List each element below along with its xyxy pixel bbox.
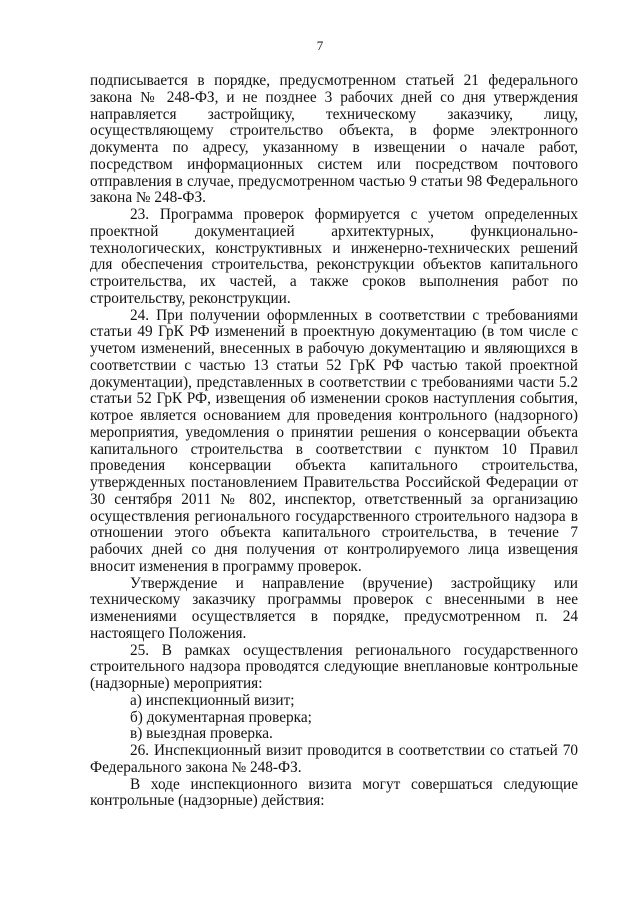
paragraph-26-actions: В ходе инспекционного визита могут совершаться следующие контрольные (надзорные) действия:	[90, 775, 578, 810]
paragraph-continuation: подписывается в порядке, предусмотренном статьей 21 федерального закона № 248-ФЗ, и не позднее 3 рабочих дней со дня утверждения направляется застройщику, техническому заказчику, лицу, осуществляющему строительство объекта, в форме электронного документа по адресу, указанному в извещении о начале работ, посредством информационных систем или посредством почтового отправления в случае, предусмотренном частью 9 статьи 98 Федерального закона № 248-ФЗ.	[90, 72, 578, 207]
paragraph-24-approval: Утверждение и направление (вручение) застройщику или техническому заказчику программы проверок с внесенными в нее изменениями осуществляется в порядке, предусмотренном п. 24 настоящего Положения.	[90, 574, 578, 642]
list-item-c: в) выездная проверка.	[130, 725, 273, 743]
document-body	[90, 73, 578, 810]
list-item-a: а) инспекционный визит;	[130, 691, 295, 709]
paragraph-24: 24. При получении оформленных в соответствии с требованиями статьи 49 ГрК РФ изменений в проектную документацию (в том числе с учетом изменений, внесенных в рабочую документацию и являющихся в соответствии с частью 13 статьи 52 ГрК РФ частью такой проектной документации), представленных в соответствии с требованиями части 5.2 статьи 52 ГрК РФ, извещения об изменении сроков наступления события, котрое является основанием для проведения контрольного (надзорного) мероприятия, уведомления о принятии решения о консервации объекта капитального строительства в соответствии с пунктом 10 Правил проведения консервации объекта капитального строительства, утвержденных постановлением Правительства Российской Федерации от 30 сентября 2011 № 802, инспектор, ответственный за организацию осуществления регионального государственного строительного надзора в отношении этого объекта капитального строительства, в течение 7 рабочих дней со дня получения от контролируемого лица извещения вносит изменения в программу проверок.	[90, 306, 578, 575]
list-item-b: б) документарная проверка;	[130, 708, 312, 726]
paragraph-26: 26. Инспекционный визит проводится в соответствии со статьей 70 Федерального закона № 248-ФЗ.	[90, 742, 578, 776]
page-number: 7	[316, 38, 324, 53]
paragraph-25: 25. В рамках осуществления регионального государственного строительного надзора проводятся следующие внеплановые контрольные (надзорные) мероприятия:	[90, 641, 578, 692]
paragraph-23: 23. Программа проверок формируется с учетом определенных проектной документацией архитектурных, функционально-технологических, конструктивных и инженерно-технических решений для обеспечения строительства, реконструкции объектов капитального строительства, их частей, а также сроков выполнения работ по строительству, реконструкции.	[90, 206, 578, 307]
